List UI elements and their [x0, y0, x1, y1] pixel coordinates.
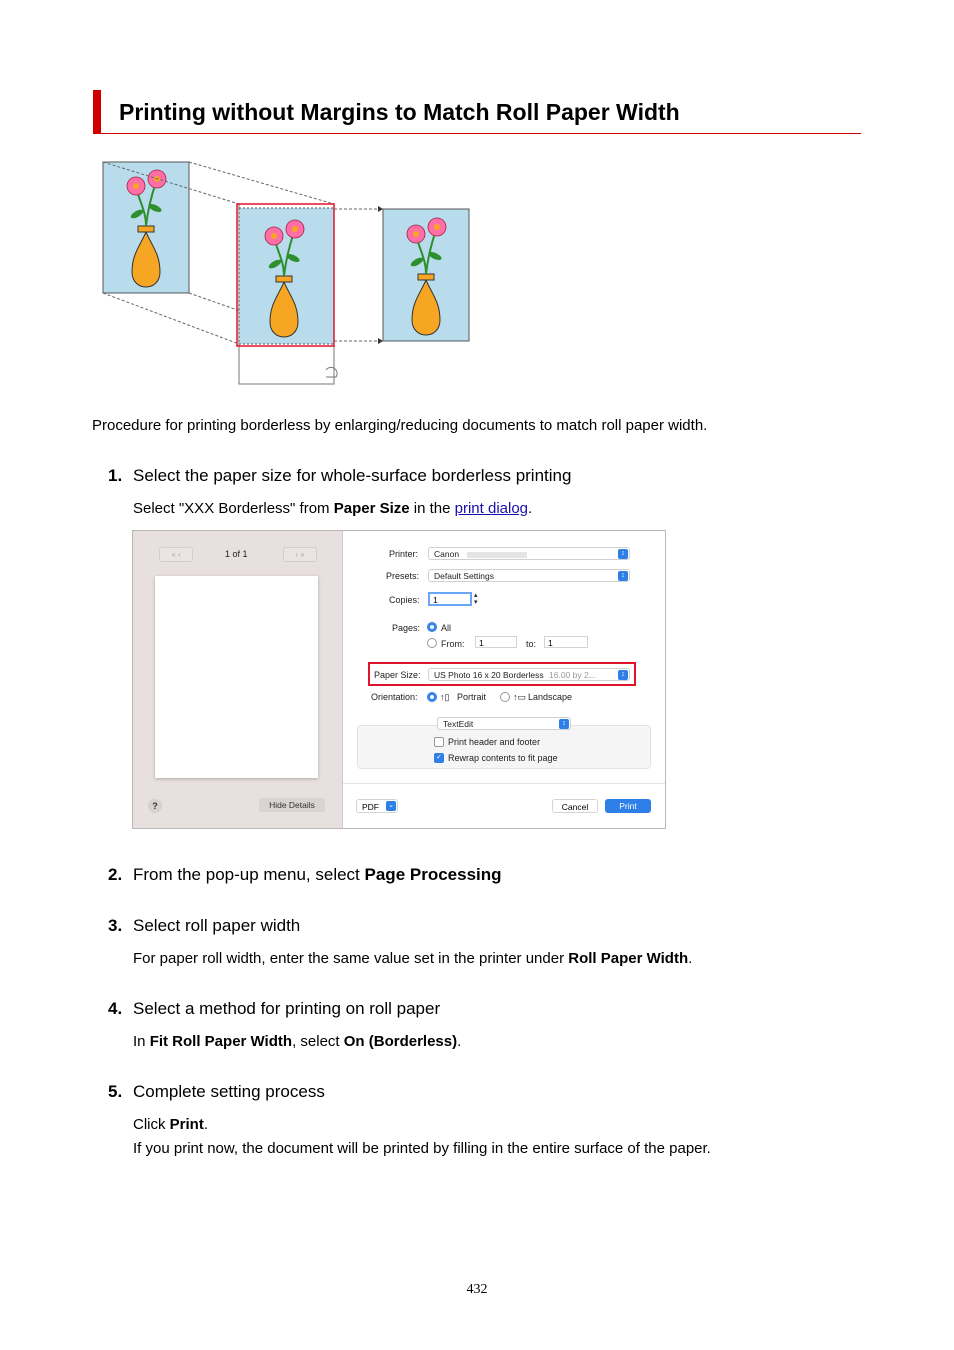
step-4-title: Select a method for printing on roll paper — [133, 999, 441, 1018]
copies-label: Copies: — [389, 595, 420, 605]
paper-size-dimensions: 16.00 by 2... — [549, 670, 596, 680]
help-button[interactable]: ? — [148, 799, 162, 813]
next-page-button[interactable]: › » — [283, 547, 317, 562]
printer-label: Printer: — [389, 549, 419, 559]
portrait-label: Portrait — [457, 692, 487, 702]
borderless-roll-illustration — [96, 158, 476, 390]
step-4-number: 4. — [108, 999, 123, 1018]
page-number: 432 — [466, 1282, 488, 1297]
step-4-text-2: , select — [292, 1033, 344, 1050]
pages-from-input[interactable]: 1 — [475, 636, 517, 648]
chevron-updown-icon: ↕ — [618, 670, 628, 680]
step-5-bold-print: Print — [169, 1116, 204, 1133]
pages-to-input[interactable]: 1 — [544, 636, 588, 648]
chevron-updown-icon: ↕ — [618, 549, 628, 559]
prev-page-button[interactable]: « ‹ — [159, 547, 193, 562]
header-footer-checkbox[interactable] — [434, 737, 444, 747]
step-4-bold-on-borderless: On (Borderless) — [343, 1033, 458, 1050]
pages-from-label: From: — [441, 639, 465, 649]
page-indicator: 1 of 1 — [225, 549, 248, 559]
print-button[interactable]: Print — [605, 799, 651, 813]
landscape-radio[interactable] — [500, 692, 510, 702]
page-title: Printing without Margins to Match Roll Paper Width — [119, 99, 680, 125]
step-1-title: Select the paper size for whole-surface borderless printing — [133, 466, 572, 485]
app-menu-value: TextEdit — [443, 719, 474, 729]
pages-to-label: to: — [526, 639, 537, 649]
step-5-number: 5. — [108, 1082, 123, 1101]
step-3-body — [133, 947, 692, 971]
page-preview — [155, 576, 318, 778]
chevron-down-icon: ⌄ — [386, 801, 396, 811]
step-2-number: 2. — [108, 865, 123, 884]
pdf-label: PDF — [362, 802, 379, 812]
step-5-line-2: If you print now, the document will be printed by filling in the entire surface of the paper. — [133, 1140, 711, 1157]
step-3-text-2: . — [688, 950, 693, 967]
step-1-body — [133, 497, 532, 521]
step-1-text-3: . — [528, 500, 533, 517]
copies-stepper[interactable]: ▴ ▾ — [474, 592, 478, 606]
portrait-radio[interactable] — [427, 692, 437, 702]
printer-select[interactable] — [428, 547, 630, 560]
chevron-updown-icon: ↕ — [618, 571, 628, 581]
step-4-bold-fit-roll: Fit Roll Paper Width — [149, 1033, 293, 1050]
hide-details-button[interactable]: Hide Details — [259, 798, 325, 812]
pages-range-radio[interactable] — [427, 638, 437, 648]
step-2-text: From the pop-up menu, select — [133, 865, 365, 884]
landscape-icon: ↑▭ — [513, 692, 527, 702]
step-4-text: In — [133, 1033, 150, 1050]
dialog-settings-pane — [343, 531, 665, 828]
step-5-text-2: . — [203, 1116, 209, 1133]
step-5-title: Complete setting process — [133, 1082, 325, 1101]
paper-size-label: Paper Size: — [374, 670, 421, 680]
presets-select[interactable] — [428, 569, 630, 582]
step-3-number: 3. — [108, 916, 123, 935]
step-4-text-3: . — [457, 1033, 462, 1050]
step-3-text: For paper roll width, enter the same value set in the printer under — [133, 950, 569, 967]
footer-divider — [343, 783, 665, 784]
portrait-icon: ↑▯ — [440, 692, 450, 702]
presets-value: Default Settings — [434, 571, 495, 581]
pages-all-label: All — [441, 623, 452, 633]
pdf-menu-button[interactable] — [356, 799, 398, 813]
app-menu-select[interactable] — [437, 717, 571, 730]
presets-label: Presets: — [386, 571, 420, 581]
step-2-bold-page-processing: Page Processing — [364, 865, 502, 884]
section-heading — [93, 90, 861, 134]
rewrap-checkbox[interactable]: ✓ — [434, 753, 444, 763]
step-5-body — [133, 1113, 711, 1161]
pages-label: Pages: — [392, 623, 421, 633]
step-1-number: 1. — [108, 466, 123, 485]
header-footer-label: Print header and footer — [448, 737, 541, 747]
cancel-button[interactable]: Cancel — [552, 799, 598, 813]
copies-input[interactable]: 1 — [428, 592, 472, 606]
step-1-text-2: in the — [409, 500, 455, 517]
step-3-bold-roll-paper-width: Roll Paper Width — [568, 950, 689, 967]
orientation-label: Orientation: — [371, 692, 418, 702]
paper-size-value: US Photo 16 x 20 Borderless — [434, 670, 544, 680]
rewrap-label: Rewrap contents to fit page — [448, 753, 558, 763]
intro-paragraph: Procedure for printing borderless by enlarging/reducing documents to match roll paper width. — [92, 417, 708, 434]
printer-value: Canon — [434, 549, 460, 559]
paper-size-select[interactable] — [428, 668, 630, 681]
dialog-preview-pane — [133, 531, 343, 828]
step-1-bold-paper-size: Paper Size — [333, 500, 410, 517]
step-4-body — [133, 1030, 461, 1054]
landscape-label: Landscape — [528, 692, 573, 702]
pages-all-radio[interactable] — [427, 622, 437, 632]
step-2-title — [133, 865, 502, 885]
step-3-title: Select roll paper width — [133, 916, 301, 935]
step-5-text: Click — [133, 1116, 170, 1133]
print-dialog-screenshot — [132, 530, 666, 829]
print-dialog-link[interactable]: print dialog — [454, 500, 529, 517]
step-1-text: Select "XXX Borderless" from — [133, 500, 334, 517]
chevron-updown-icon: ↕ — [559, 719, 569, 729]
printer-model-blur — [467, 552, 527, 558]
heading-accent-bar — [93, 90, 101, 133]
